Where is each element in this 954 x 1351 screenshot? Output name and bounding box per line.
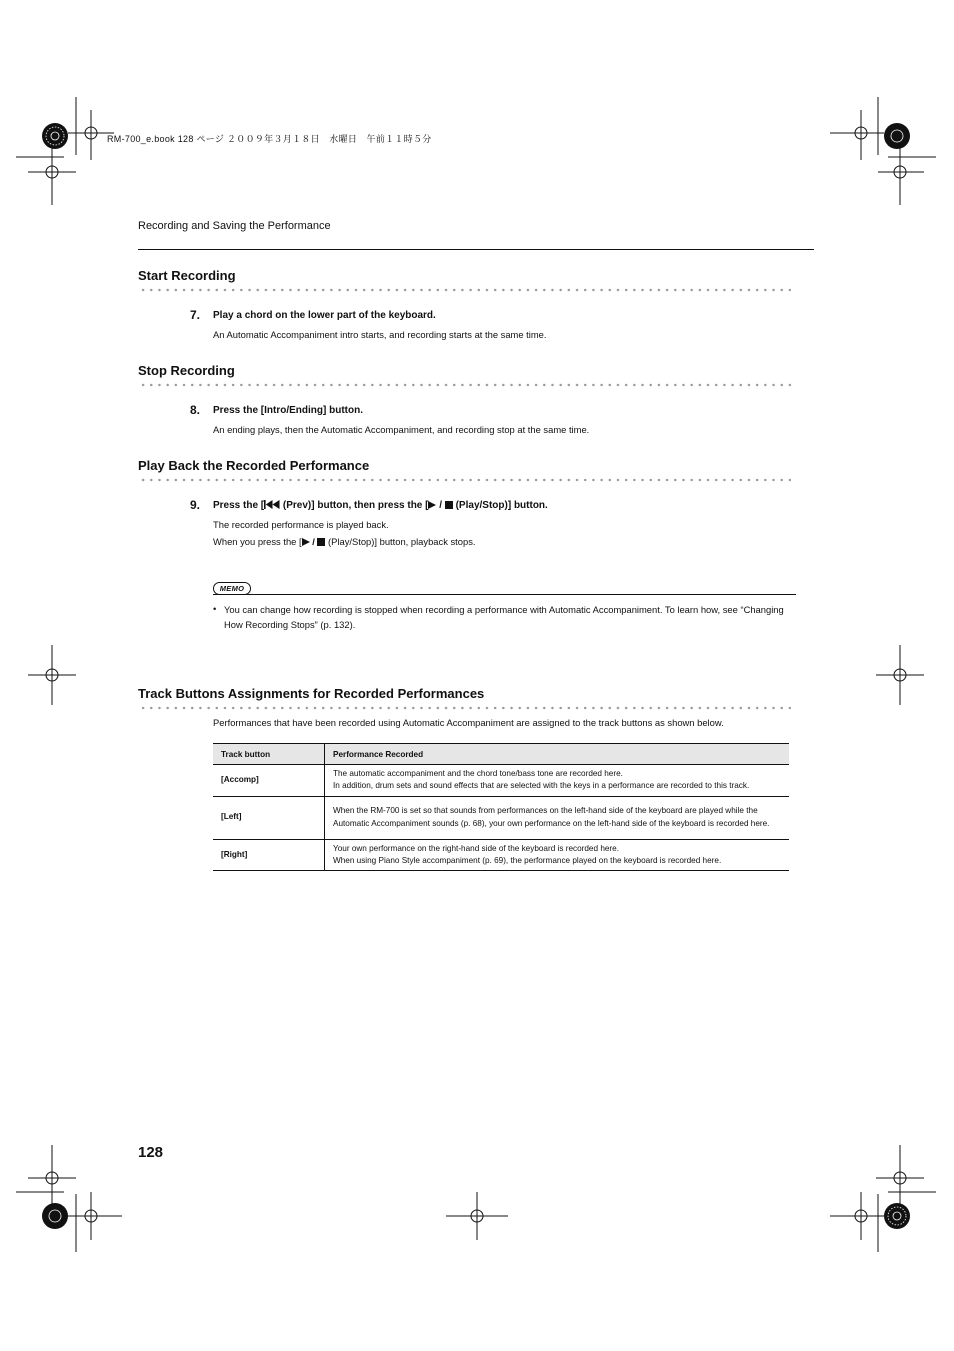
description-line: When using Piano Style accompaniment (p. 69), the performance played on the keyboard is recorded here. <box>333 855 722 865</box>
description-cell <box>325 796 790 839</box>
step-number: 8. <box>190 403 201 417</box>
step-text-part: (Play/Stop)] button. <box>452 500 548 511</box>
column-header-performance-recorded: Performance Recorded <box>325 744 790 765</box>
description-line: When the RM-700 is set so that sounds from performances on the left-hand side of the keyboard are played while the Automatic Accompaniment sounds (p. 68), your own performance on the left-hand side of the keyboard is recorded here. <box>333 806 770 828</box>
column-header-track-button: Track button <box>213 744 325 765</box>
step-number: 9. <box>190 498 201 512</box>
step-description: The recorded performance is played back. <box>213 519 389 530</box>
step-instruction: Press the [ (Prev)] button, then press the [ / (Play/Stop)] button. <box>213 500 548 511</box>
step-number: 7. <box>190 308 201 322</box>
memo-rule <box>213 594 796 595</box>
description-line: Your own performance on the right-hand side of the keyboard is recorded here. <box>333 843 619 853</box>
desc-part: (Play/Stop)] button, playback stops. <box>325 536 476 547</box>
desc-part: When you press the [ <box>213 536 302 547</box>
track-button-cell: [Left] <box>213 796 325 839</box>
section-title-track-buttons: Track Buttons Assignments for Recorded Performances <box>138 686 485 701</box>
dotted-divider <box>139 383 791 387</box>
table-row <box>213 765 789 797</box>
step-description: An ending plays, then the Automatic Accompaniment, and recording stop at the same time. <box>213 424 590 435</box>
step-instruction: Play a chord on the lower part of the keyboard. <box>213 310 436 321</box>
section-title-stop-recording: Stop Recording <box>138 363 235 378</box>
play-icon <box>428 501 436 509</box>
table-header-row <box>213 744 789 765</box>
running-head: Recording and Saving the Performance <box>138 220 331 232</box>
dotted-divider <box>139 288 791 292</box>
step-description: An Automatic Accompaniment intro starts, and recording starts at the same time. <box>213 329 547 340</box>
track-button-cell: [Accomp] <box>213 765 325 797</box>
description-line: In addition, drum sets and sound effects that are selected with the keys in a performance are recorded to this track. <box>333 781 750 791</box>
memo-text: You can change how recording is stopped when recording a performance with Automatic Accompaniment. To learn how, see “Changing How Recording Stops” (p. 132). <box>224 604 784 630</box>
section-title-play-back: Play Back the Recorded Performance <box>138 458 370 473</box>
prev-icon <box>264 500 280 512</box>
table-row <box>213 796 789 839</box>
section-title-start-recording: Start Recording <box>138 268 236 283</box>
bullet: • <box>213 603 217 614</box>
description-line: The automatic accompaniment and the chord tone/bass tone are recorded here. <box>333 769 623 778</box>
section-intro: Performances that have been recorded using Automatic Accompaniment are assigned to the track buttons as shown below. <box>213 717 724 728</box>
step-description: When you press the [ / (Play/Stop)] button, playback stops. <box>213 536 476 547</box>
dotted-divider <box>139 478 791 482</box>
track-assignment-table <box>213 743 789 871</box>
step-text-part: (Prev)] button, then press the [ <box>280 500 429 511</box>
stop-icon <box>445 501 453 509</box>
print-slug: RM-700_e.book 128 ページ ２００９年３月１８日 水曜日 午前１１時５分 <box>107 134 432 144</box>
description-cell <box>325 839 790 871</box>
header-rule <box>138 249 814 250</box>
play-icon <box>302 538 310 546</box>
description-cell <box>325 765 790 797</box>
page-number: 128 <box>138 1144 164 1161</box>
step-instruction: Press the [Intro/Ending] button. <box>213 405 363 416</box>
step-text-part: Press the [ <box>213 500 265 511</box>
dotted-divider <box>139 706 791 710</box>
track-button-cell: [Right] <box>213 839 325 871</box>
table-row <box>213 839 789 871</box>
memo-badge: MEMO <box>213 582 251 595</box>
